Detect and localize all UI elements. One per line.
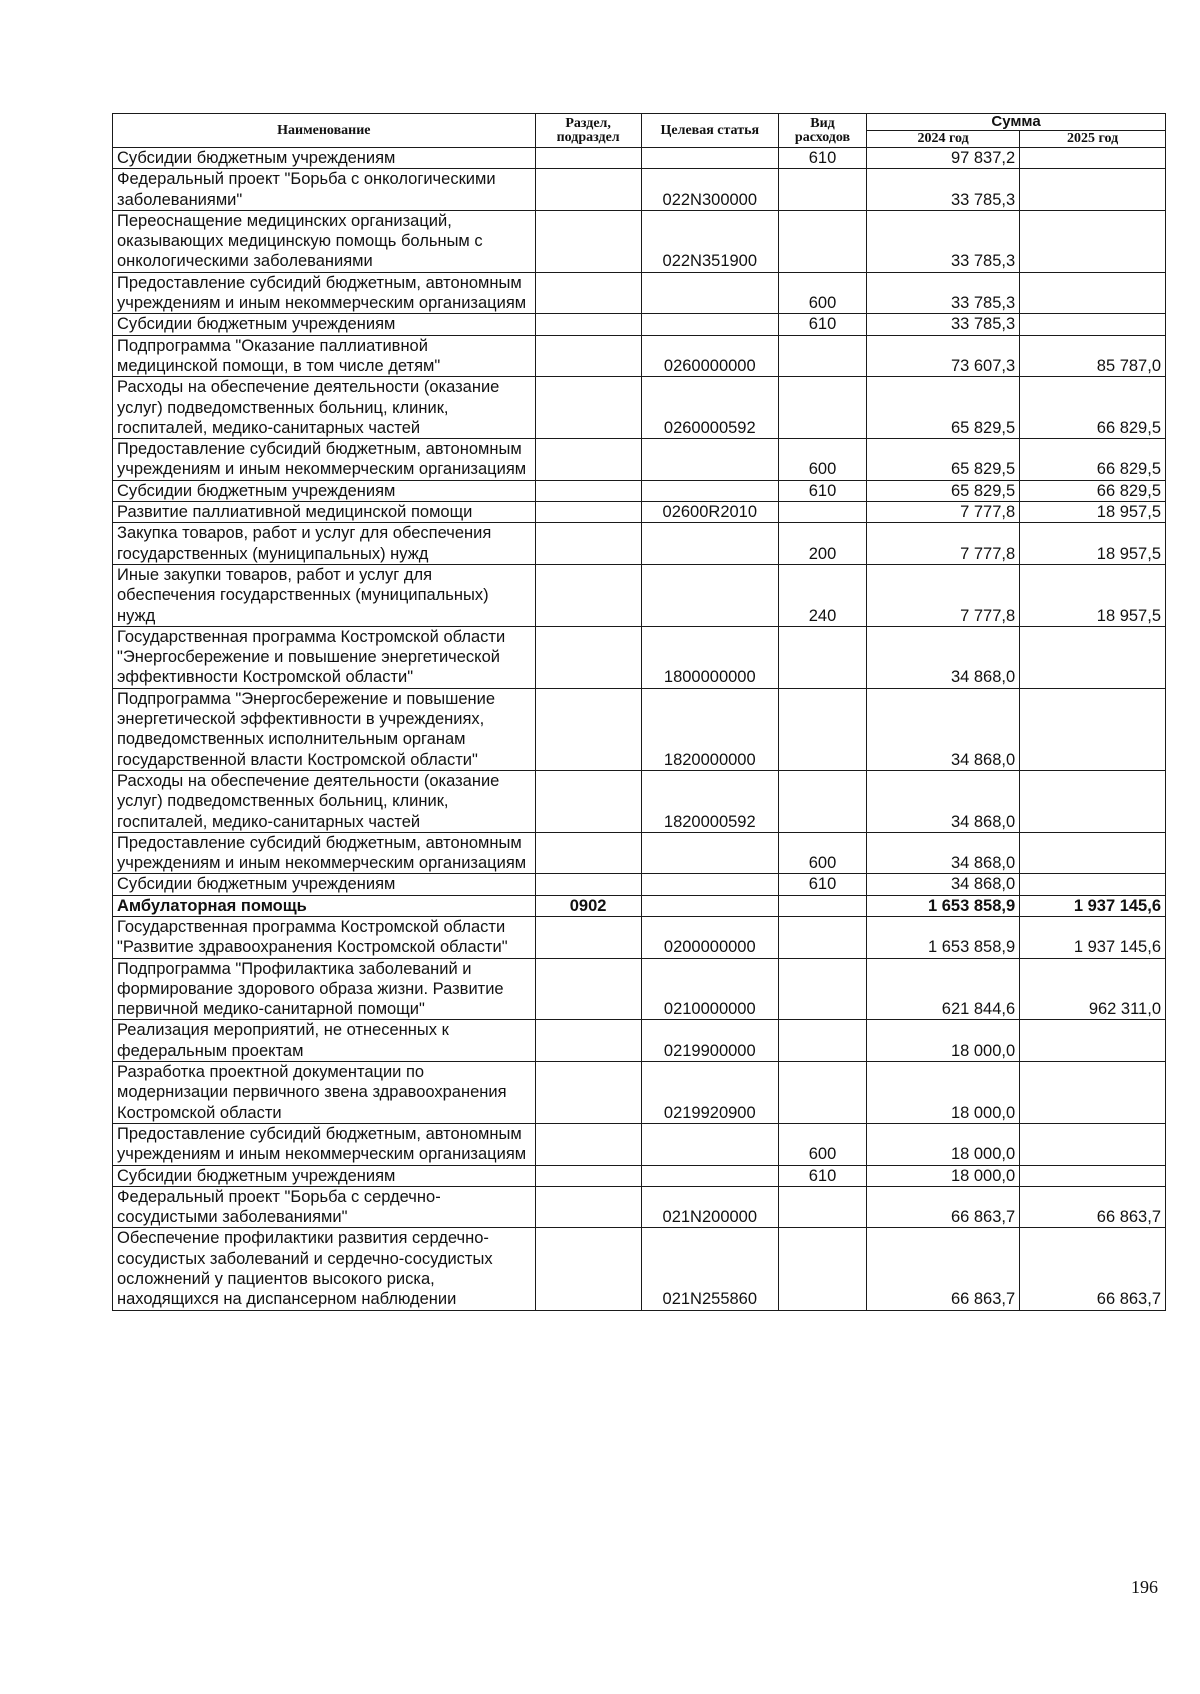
table-header [113, 114, 1166, 148]
row-sum-2025 [1020, 688, 1166, 770]
row-sum-2025 [1020, 1062, 1166, 1124]
row-sum-2024: 7 777,8 [867, 523, 1020, 565]
row-vid: 610 [778, 148, 866, 169]
row-vid [778, 1062, 866, 1124]
row-razdel [535, 335, 641, 377]
row-vid [778, 895, 866, 916]
row-sum-2024: 621 844,6 [867, 958, 1020, 1020]
row-name: Предоставление субсидий бюджетным, автономным учреждениям и иным некоммерческим организациям [113, 272, 536, 314]
row-razdel [535, 1123, 641, 1165]
table-row [113, 1228, 1166, 1310]
row-sum-2025: 66 863,7 [1020, 1186, 1166, 1228]
row-name: Подпрограмма "Энергосбережение и повышение энергетической эффективности в учреждениях, подведомственных исполнительным органам государственной власти Костромской области" [113, 688, 536, 770]
row-sum-2025 [1020, 148, 1166, 169]
row-sum-2024: 66 863,7 [867, 1228, 1020, 1310]
row-vid: 600 [778, 832, 866, 874]
row-vid [778, 502, 866, 523]
row-razdel [535, 564, 641, 626]
row-sum-2024: 34 868,0 [867, 626, 1020, 688]
table-row [113, 502, 1166, 523]
row-sum-2024: 7 777,8 [867, 502, 1020, 523]
table-row [113, 770, 1166, 832]
row-name: Государственная программа Костромской области "Энергосбережение и повышение энергетической эффективности Костромской области" [113, 626, 536, 688]
row-razdel [535, 1165, 641, 1186]
row-vid [778, 1186, 866, 1228]
row-razdel [535, 832, 641, 874]
row-vid [778, 626, 866, 688]
row-sum-2025 [1020, 1020, 1166, 1062]
table-row [113, 688, 1166, 770]
row-sum-2024: 65 829,5 [867, 377, 1020, 439]
table-row [113, 335, 1166, 377]
row-name: Обеспечение профилактики развития сердечно-сосудистых заболеваний и сердечно-сосудистых осложнений у пациентов высокого риска, находящихся на диспансерном наблюдении [113, 1228, 536, 1310]
row-celevaya [641, 895, 778, 916]
header-vid: Вид расходов [778, 114, 866, 148]
row-celevaya [641, 480, 778, 501]
table-row [113, 1062, 1166, 1124]
row-name: Федеральный проект "Борьба с сердечно-сосудистыми заболеваниями" [113, 1186, 536, 1228]
row-name: Предоставление субсидий бюджетным, автономным учреждениям и иным некоммерческим организациям [113, 832, 536, 874]
row-razdel [535, 626, 641, 688]
row-name: Расходы на обеспечение деятельности (оказание услуг) подведомственных больниц, клиник, госпиталей, медико-санитарных частей [113, 770, 536, 832]
row-celevaya: 0200000000 [641, 916, 778, 958]
row-celevaya: 1800000000 [641, 626, 778, 688]
row-sum-2025 [1020, 210, 1166, 272]
row-sum-2025 [1020, 314, 1166, 335]
row-name: Предоставление субсидий бюджетным, автономным учреждениям и иным некоммерческим организациям [113, 439, 536, 481]
row-vid [778, 1020, 866, 1062]
row-celevaya: 022N351900 [641, 210, 778, 272]
row-sum-2024: 34 868,0 [867, 688, 1020, 770]
row-vid: 610 [778, 480, 866, 501]
row-name: Переоснащение медицинских организаций, оказывающих медицинскую помощь больным с онкологическими заболеваниями [113, 210, 536, 272]
row-name: Субсидии бюджетным учреждениям [113, 874, 536, 895]
row-vid: 610 [778, 1165, 866, 1186]
row-celevaya [641, 148, 778, 169]
row-name: Амбулаторная помощь [113, 895, 536, 916]
header-celevaya: Целевая статья [641, 114, 778, 148]
row-celevaya: 021N200000 [641, 1186, 778, 1228]
table-row [113, 148, 1166, 169]
row-razdel [535, 770, 641, 832]
row-celevaya [641, 314, 778, 335]
row-sum-2024: 34 868,0 [867, 832, 1020, 874]
row-vid: 610 [778, 314, 866, 335]
row-razdel [535, 377, 641, 439]
row-celevaya: 0219900000 [641, 1020, 778, 1062]
row-sum-2025: 66 829,5 [1020, 480, 1166, 501]
row-name: Иные закупки товаров, работ и услуг для обеспечения государственных (муниципальных) нужд [113, 564, 536, 626]
row-razdel [535, 916, 641, 958]
row-sum-2025 [1020, 1165, 1166, 1186]
row-celevaya: 0219920900 [641, 1062, 778, 1124]
row-celevaya [641, 1123, 778, 1165]
row-name: Расходы на обеспечение деятельности (оказание услуг) подведомственных больниц, клиник, госпиталей, медико-санитарных частей [113, 377, 536, 439]
row-sum-2025: 1 937 145,6 [1020, 916, 1166, 958]
row-name: Предоставление субсидий бюджетным, автономным учреждениям и иным некоммерческим организациям [113, 1123, 536, 1165]
table-row [113, 439, 1166, 481]
page-number: 196 [1131, 1577, 1158, 1597]
row-name: Субсидии бюджетным учреждениям [113, 1165, 536, 1186]
row-sum-2024: 18 000,0 [867, 1123, 1020, 1165]
row-vid: 610 [778, 874, 866, 895]
row-vid: 600 [778, 439, 866, 481]
row-name: Субсидии бюджетным учреждениям [113, 148, 536, 169]
row-celevaya: 022N300000 [641, 169, 778, 211]
row-name: Субсидии бюджетным учреждениям [113, 480, 536, 501]
row-sum-2025: 66 829,5 [1020, 439, 1166, 481]
table-row [113, 169, 1166, 211]
row-razdel [535, 439, 641, 481]
row-razdel [535, 169, 641, 211]
row-sum-2024: 7 777,8 [867, 564, 1020, 626]
row-vid [778, 210, 866, 272]
row-sum-2025: 66 829,5 [1020, 377, 1166, 439]
row-razdel [535, 688, 641, 770]
table-row [113, 874, 1166, 895]
table-row [113, 958, 1166, 1020]
table-row [113, 895, 1166, 916]
row-sum-2025 [1020, 169, 1166, 211]
row-razdel [535, 502, 641, 523]
row-vid [778, 916, 866, 958]
row-razdel [535, 1228, 641, 1310]
row-razdel [535, 210, 641, 272]
row-sum-2025: 18 957,5 [1020, 502, 1166, 523]
row-vid: 600 [778, 272, 866, 314]
row-sum-2024: 18 000,0 [867, 1165, 1020, 1186]
row-sum-2024: 33 785,3 [867, 314, 1020, 335]
table-row [113, 916, 1166, 958]
row-sum-2025 [1020, 770, 1166, 832]
row-razdel [535, 148, 641, 169]
row-celevaya [641, 439, 778, 481]
row-razdel [535, 1020, 641, 1062]
header-summa: Сумма [867, 114, 1166, 131]
row-sum-2025 [1020, 874, 1166, 895]
row-name: Разработка проектной документации по модернизации первичного звена здравоохранения Костромской области [113, 1062, 536, 1124]
row-celevaya [641, 832, 778, 874]
table-row [113, 1020, 1166, 1062]
row-celevaya: 02600R2010 [641, 502, 778, 523]
table-row [113, 626, 1166, 688]
header-year-2024: 2024 год [867, 131, 1020, 148]
row-celevaya: 1820000592 [641, 770, 778, 832]
row-celevaya: 0210000000 [641, 958, 778, 1020]
row-sum-2025 [1020, 1123, 1166, 1165]
row-vid: 240 [778, 564, 866, 626]
table-row [113, 523, 1166, 565]
row-celevaya [641, 523, 778, 565]
row-name: Подпрограмма "Оказание паллиативной медицинской помощи, в том числе детям" [113, 335, 536, 377]
row-razdel [535, 480, 641, 501]
row-vid [778, 1228, 866, 1310]
row-sum-2025: 85 787,0 [1020, 335, 1166, 377]
row-razdel [535, 272, 641, 314]
table-row [113, 832, 1166, 874]
row-celevaya: 0260000592 [641, 377, 778, 439]
row-sum-2024: 34 868,0 [867, 874, 1020, 895]
budget-table [112, 113, 1166, 1311]
row-name: Реализация мероприятий, не отнесенных к федеральным проектам [113, 1020, 536, 1062]
table-row [113, 210, 1166, 272]
row-razdel [535, 874, 641, 895]
row-sum-2024: 1 653 858,9 [867, 895, 1020, 916]
row-vid [778, 770, 866, 832]
row-razdel: 0902 [535, 895, 641, 916]
table-row [113, 1186, 1166, 1228]
row-sum-2024: 33 785,3 [867, 169, 1020, 211]
row-sum-2024: 65 829,5 [867, 480, 1020, 501]
row-sum-2024: 34 868,0 [867, 770, 1020, 832]
row-sum-2024: 33 785,3 [867, 210, 1020, 272]
row-sum-2025: 18 957,5 [1020, 564, 1166, 626]
row-sum-2024: 18 000,0 [867, 1062, 1020, 1124]
row-sum-2024: 66 863,7 [867, 1186, 1020, 1228]
row-razdel [535, 1186, 641, 1228]
row-celevaya: 0260000000 [641, 335, 778, 377]
row-vid: 200 [778, 523, 866, 565]
row-sum-2024: 1 653 858,9 [867, 916, 1020, 958]
table-row [113, 1165, 1166, 1186]
row-vid [778, 377, 866, 439]
row-razdel [535, 523, 641, 565]
row-celevaya: 021N255860 [641, 1228, 778, 1310]
row-vid: 600 [778, 1123, 866, 1165]
row-sum-2024: 18 000,0 [867, 1020, 1020, 1062]
row-sum-2025: 1 937 145,6 [1020, 895, 1166, 916]
row-celevaya: 1820000000 [641, 688, 778, 770]
row-sum-2025 [1020, 626, 1166, 688]
row-sum-2025: 66 863,7 [1020, 1228, 1166, 1310]
row-sum-2024: 73 607,3 [867, 335, 1020, 377]
row-vid [778, 169, 866, 211]
row-razdel [535, 1062, 641, 1124]
table-body [113, 148, 1166, 1311]
row-name: Закупка товаров, работ и услуг для обеспечения государственных (муниципальных) нужд [113, 523, 536, 565]
header-year-2025: 2025 год [1020, 131, 1166, 148]
table-row [113, 314, 1166, 335]
row-sum-2024: 97 837,2 [867, 148, 1020, 169]
row-sum-2025: 18 957,5 [1020, 523, 1166, 565]
row-name: Подпрограмма "Профилактика заболеваний и формирование здорового образа жизни. Развитие первичной медико-санитарной помощи" [113, 958, 536, 1020]
row-name: Федеральный проект "Борьба с онкологическими заболеваниями" [113, 169, 536, 211]
table-row [113, 377, 1166, 439]
row-vid [778, 335, 866, 377]
row-name: Развитие паллиативной медицинской помощи [113, 502, 536, 523]
row-sum-2025 [1020, 832, 1166, 874]
table-row [113, 272, 1166, 314]
row-name: Государственная программа Костромской области "Развитие здравоохранения Костромской области" [113, 916, 536, 958]
header-name: Наименование [113, 114, 536, 148]
row-razdel [535, 958, 641, 1020]
header-razdel: Раздел, подраздел [535, 114, 641, 148]
table-row [113, 564, 1166, 626]
row-sum-2025: 962 311,0 [1020, 958, 1166, 1020]
row-sum-2025 [1020, 272, 1166, 314]
row-sum-2024: 65 829,5 [867, 439, 1020, 481]
table-row [113, 1123, 1166, 1165]
row-vid [778, 688, 866, 770]
row-razdel [535, 314, 641, 335]
row-celevaya [641, 564, 778, 626]
row-celevaya [641, 1165, 778, 1186]
row-vid [778, 958, 866, 1020]
table-row [113, 480, 1166, 501]
row-name: Субсидии бюджетным учреждениям [113, 314, 536, 335]
row-sum-2024: 33 785,3 [867, 272, 1020, 314]
row-celevaya [641, 874, 778, 895]
row-celevaya [641, 272, 778, 314]
